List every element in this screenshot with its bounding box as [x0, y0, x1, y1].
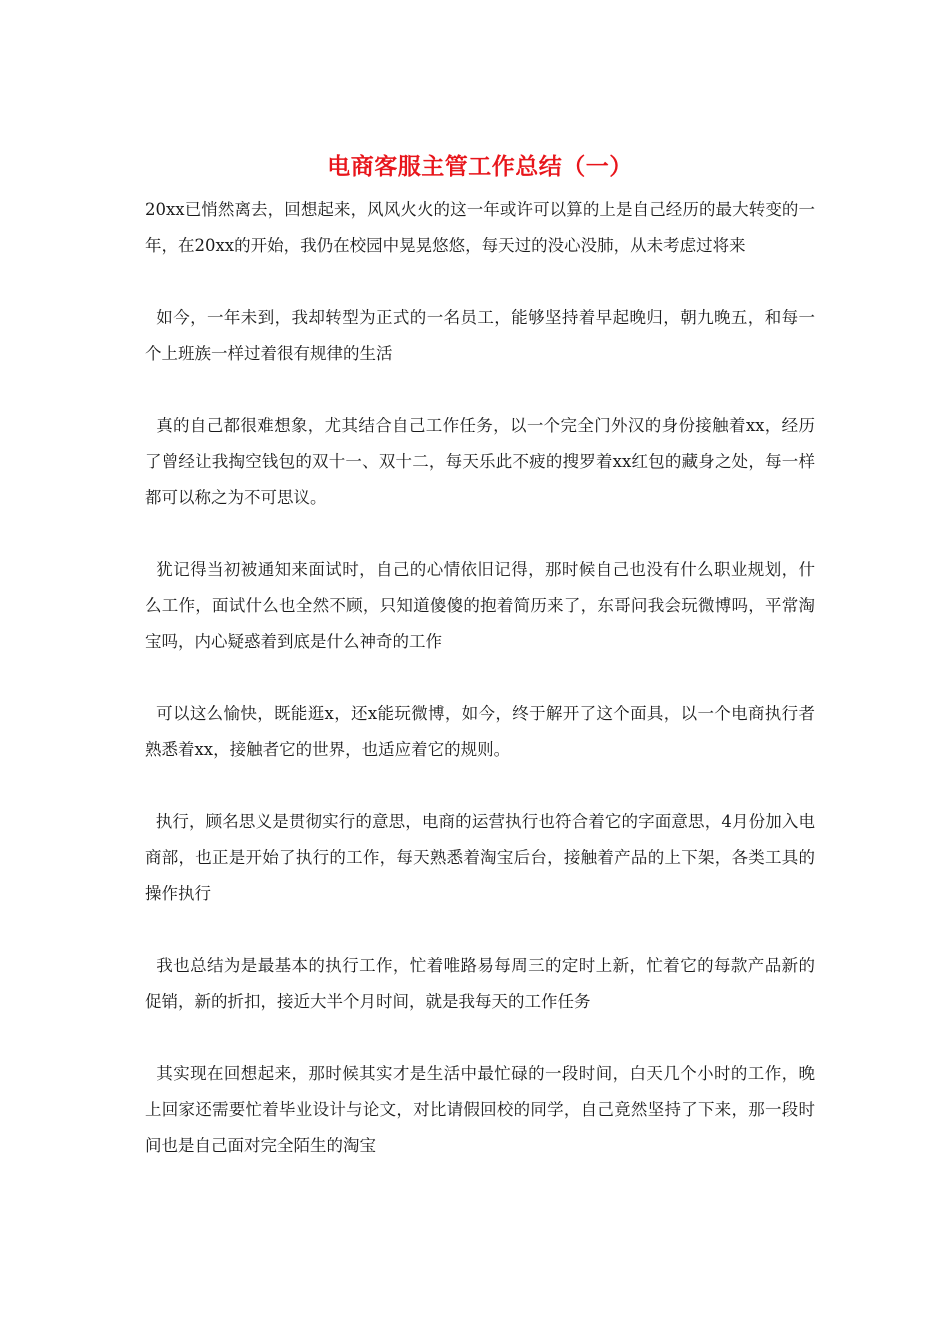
- paragraph-1: 20xx已悄然离去，回想起来，风风火火的这一年或许可以算的上是自己经历的最大转变的一年，在20xx的开始，我仍在校园中晃晃悠悠，每天过的没心没肺，从未考虑过将来: [145, 200, 815, 255]
- paragraph-8: 其实现在回想起来，那时候其实才是生活中最忙碌的一段时间，白天几个小时的工作，晚上回家还需要忙着毕业设计与论文，对比请假回校的同学，自己竟然坚持了下来，那一段时间也是自己面对完全陌生的淘宝: [145, 1064, 815, 1155]
- paragraph-3: 真的自己都很难想象，尤其结合自己工作任务，以一个完全门外汉的身份接触着xx，经历了曾经让我掏空钱包的双十一、双十二，每天乐此不疲的搜罗着xx红包的藏身之处，每一样都可以称之为不可思议。: [145, 416, 815, 507]
- document-page: [145, 150, 815, 1200]
- paragraph-7: 我也总结为是最基本的执行工作，忙着唯路易每周三的定时上新，忙着它的每款产品新的促销，新的折扣，接近大半个月时间，就是我每天的工作任务: [145, 956, 815, 1011]
- paragraph-4: 犹记得当初被通知来面试时，自己的心情依旧记得，那时候自己也没有什么职业规划，什么工作，面试什么也全然不顾，只知道傻傻的抱着简历来了，东哥问我会玩微博吗，平常淘宝吗，内心疑惑着到底是什么神奇的工作: [145, 560, 815, 651]
- document-title: 电商客服主管工作总结（一）: [327, 153, 633, 180]
- paragraph-2: 如今，一年未到，我却转型为正式的一名员工，能够坚持着早起晚归，朝九晚五，和每一个上班族一样过着很有规律的生活: [145, 308, 815, 363]
- paragraph-6: 执行，顾名思义是贯彻实行的意思，电商的运营执行也符合着它的字面意思，4月份加入电商部，也正是开始了执行的工作，每天熟悉着淘宝后台，接触着产品的上下架，各类工具的操作执行: [145, 812, 815, 903]
- paragraph-5: 可以这么愉快，既能逛x，还x能玩微博，如今，终于解开了这个面具，以一个电商执行者熟悉着xx，接触者它的世界，也适应着它的规则。: [145, 704, 815, 759]
